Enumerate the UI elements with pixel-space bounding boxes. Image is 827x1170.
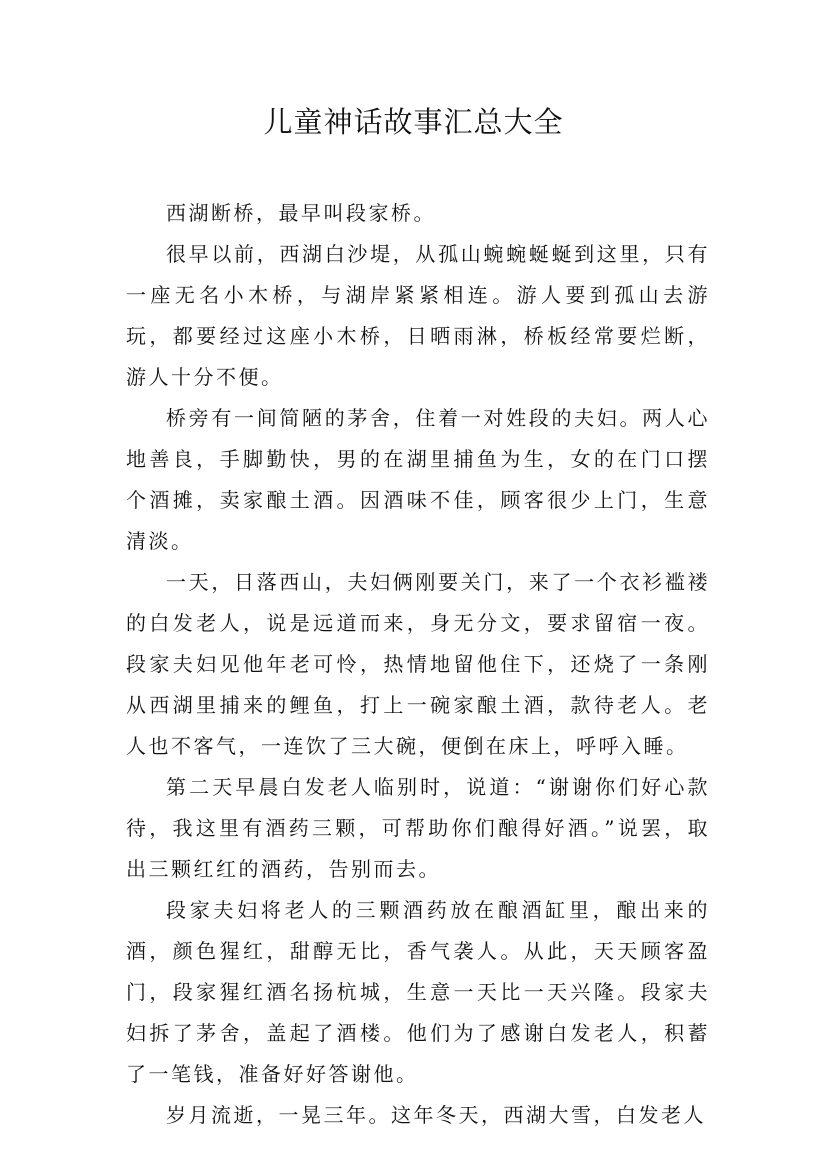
paragraph: 一天，日落西山，夫妇俩刚要关门，来了一个衣衫褴褛的白发老人，说是远道而来，身无分文，要求留宿一夜。段家夫妇见他年老可怜，热情地留他住下，还烧了一条刚从西湖里捕来的鲤鱼，打上一碗家酿土酒，款待老人。老人也不客气，一连饮了三大碗，便倒在床上，呼呼入睡。 xyxy=(126,570,710,758)
document-title: 儿童神话故事汇总大全 xyxy=(263,105,564,139)
paragraph: 桥旁有一间简陋的茅舍，住着一对姓段的夫妇。两人心地善良，手脚勤快，男的在湖里捕鱼为生，女的在门口摆个酒摊，卖家酿土酒。因酒味不佳，顾客很少上门，生意清淡。 xyxy=(126,406,710,553)
paragraph: 段家夫妇将老人的三颗酒药放在酿酒缸里，酿出来的酒，颜色猩红，甜醇无比，香气袭人。从此，天天顾客盈门，段家猩红酒名扬杭城，生意一天比一天兴隆。段家夫妇拆了茅舍，盖起了酒楼。他们为了感谢白发老人，积蓄了一笔钱，准备好好答谢他。 xyxy=(126,898,710,1086)
paragraph: 第二天早晨白发老人临别时，说道：“谢谢你们好心款待，我这里有酒药三颗，可帮助你们酿得好酒。”说罢，取出三颗红红的酒药，告别而去。 xyxy=(126,775,710,881)
paragraph: 西湖断桥，最早叫段家桥。 xyxy=(166,201,436,225)
paragraph: 很早以前，西湖白沙堤，从孤山蜿蜿蜒蜒到这里，只有一座无名小木桥，与湖岸紧紧相连。游人要到孤山去游玩，都要经过这座小木桥，日晒雨淋，桥板经常要烂断，游人十分不便。 xyxy=(126,242,710,389)
paragraph: 岁月流逝，一晃三年。这年冬天，西湖大雪，白发老人 xyxy=(166,1103,706,1127)
document-body xyxy=(126,193,710,1136)
